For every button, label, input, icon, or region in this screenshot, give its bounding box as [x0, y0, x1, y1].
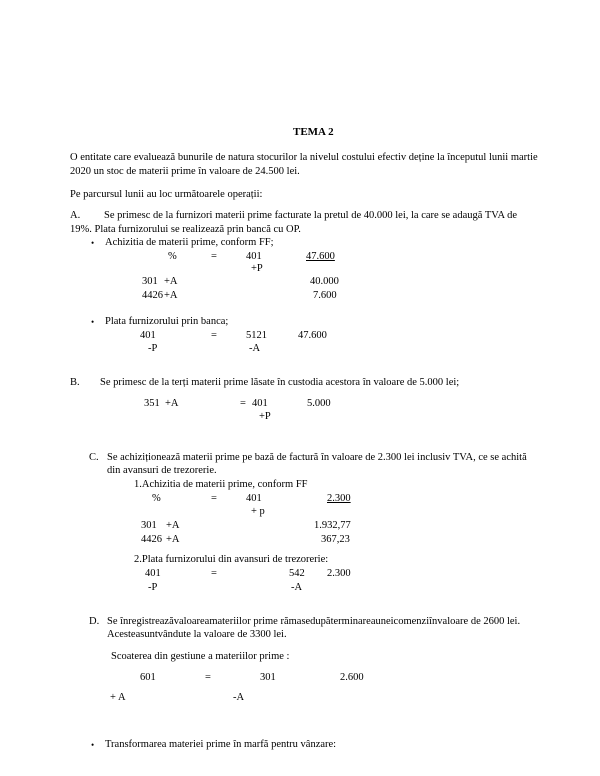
section-a-line-2: 19%. Plata furnizorului se realizează prin bancă cu OP.	[70, 224, 301, 235]
section-c-marker: C.	[89, 452, 99, 463]
entry-row-amount: 7.600	[313, 290, 337, 301]
intro-line-2: 2020 un stoc de materii prime în valoare de 24.500 lei.	[70, 166, 300, 177]
entry-debit-sign: -P	[148, 582, 158, 593]
section-a-bullet-1: Achizitia de materii prime, conform FF;	[105, 237, 274, 248]
entry-equals: =	[211, 568, 217, 579]
entry-debit-sign: -P	[148, 343, 158, 354]
section-a-line-1: Se primesc de la furnizori materii prime facturate la pretul de 40.000 lei, la care se adaugă TVA de	[104, 210, 518, 221]
intro-line-1: O entitate care evaluează bunurile de natura stocurilor la nivelul costului efectiv deține la începutul lunii martie	[70, 152, 538, 163]
entry-amount: 2.600	[340, 672, 364, 683]
entry-row-amount: 40.000	[310, 276, 339, 287]
entry-debit: 401	[140, 330, 156, 341]
section-c-line-1: Se achiziționează materii prime pe bază de factură în valoare de 2.300 lei inclusiv TVA, ce se achită	[107, 452, 527, 463]
section-a-bullet-2: Plata furnizorului prin banca;	[105, 316, 229, 327]
entry-credit-sign: +P	[251, 263, 263, 274]
entry-amount: 2.300	[327, 568, 351, 579]
entry-row-sign: +A	[164, 290, 178, 301]
entry-debit: 401	[145, 568, 161, 579]
section-c-sub-2: 2.Plata furnizorului din avansuri de trezorerie:	[134, 554, 329, 565]
entry-row-account: 301	[141, 520, 157, 531]
entry-amount: 47.600	[306, 251, 335, 262]
entry-row-account: 301	[142, 276, 158, 287]
entry-debit-sign: +A	[165, 398, 179, 409]
entry-row-account: 4426	[142, 290, 163, 301]
section-c-sub-1: 1.Achizitia de materii prime, conform FF	[134, 479, 308, 490]
entry-row-sign: +A	[166, 520, 180, 531]
entry-credit-sign: + p	[251, 506, 265, 517]
entry-debit-sign: + A	[110, 692, 126, 703]
bullet-icon: •	[91, 740, 95, 750]
entry-credit: 301	[260, 672, 276, 683]
entry-amount: 47.600	[298, 330, 327, 341]
entry-equals: =	[211, 330, 217, 341]
entry-credit-sign: +P	[259, 411, 271, 422]
section-b-line-1: Se primesc de la terți materii prime lăsate în custodia acestora în valoare de 5.000 lei;	[100, 377, 460, 388]
section-d-line-1: Se înregistreazăvaloareamateriilor prime rămasedupăterminareauneicomenziînvaloare de 2600 lei.	[107, 616, 521, 627]
entry-debit: %	[152, 493, 161, 504]
section-b-marker: B.	[70, 377, 80, 388]
entry-credit: 401	[252, 398, 268, 409]
section-d-marker: D.	[89, 616, 100, 627]
section-d-sub-1: Scoaterea din gestiune a materiilor prime :	[111, 651, 290, 662]
operations-intro: Pe parcursul lunii au loc următoarele operații:	[70, 189, 263, 200]
section-d-bullet-1: Transformarea materiei prime în marfă pentru vânzare:	[105, 739, 337, 750]
section-a-marker: A.	[70, 210, 81, 221]
entry-credit-sign: -A	[249, 343, 261, 354]
entry-equals: =	[240, 398, 246, 409]
bullet-icon: •	[91, 238, 95, 248]
entry-row-amount: 1.932,77	[314, 520, 351, 531]
entry-debit: %	[168, 251, 177, 262]
entry-amount: 5.000	[307, 398, 331, 409]
page-title: TEMA 2	[293, 126, 334, 138]
entry-debit: 601	[140, 672, 156, 683]
entry-row-sign: +A	[164, 276, 178, 287]
entry-equals: =	[211, 251, 217, 262]
entry-credit: 542	[289, 568, 305, 579]
entry-credit: 401	[246, 251, 262, 262]
bullet-icon: •	[91, 317, 95, 327]
entry-amount: 2.300	[327, 493, 351, 504]
entry-debit: 351	[144, 398, 160, 409]
entry-credit: 5121	[246, 330, 267, 341]
section-d-line-2: Acesteasuntvândute la valoare de 3300 lei.	[107, 629, 287, 640]
entry-row-amount: 367,23	[321, 534, 350, 545]
entry-equals: =	[205, 672, 211, 683]
entry-row-sign: +A	[166, 534, 180, 545]
section-c-line-2: din avansuri de trezorerie.	[107, 465, 217, 476]
entry-equals: =	[211, 493, 217, 504]
entry-credit-sign: -A	[291, 582, 303, 593]
entry-credit: 401	[246, 493, 262, 504]
entry-credit-sign: -A	[233, 692, 245, 703]
entry-row-account: 4426	[141, 534, 162, 545]
